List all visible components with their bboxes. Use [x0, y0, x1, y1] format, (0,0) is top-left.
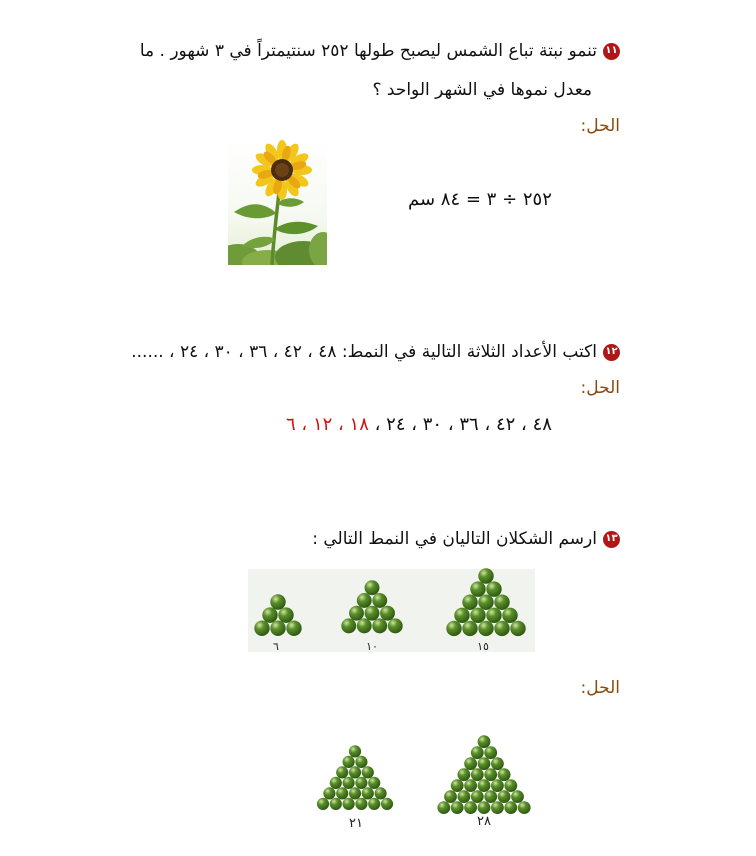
pyramid-ball	[270, 594, 285, 609]
pyramid-ball	[491, 779, 504, 792]
pyramid-6	[248, 594, 308, 636]
q13-line1	[312, 527, 620, 551]
pyramid-ball	[362, 766, 374, 778]
pyramid-ball	[471, 790, 484, 803]
q11-equation: ٢٥٢ ÷ ٣ = ٨٤ سم	[408, 189, 552, 210]
pyramid-ball	[368, 777, 380, 789]
pyramid-ball	[484, 768, 497, 781]
pyramid-ball	[494, 621, 509, 636]
question-number-badge: ١٣	[603, 531, 620, 548]
pyramid-ball	[349, 766, 361, 778]
pyramid-ball	[511, 790, 524, 803]
pyramid-ball	[330, 777, 342, 789]
q11-line2: معدل نموها في الشهر الواحد ؟	[372, 80, 592, 100]
pyramid-ball	[486, 581, 501, 596]
pyramid-ball	[486, 608, 501, 623]
pyramid-label-28: ٢٨	[477, 814, 491, 829]
pyramid-ball	[437, 801, 450, 814]
pyramid-ball	[484, 746, 497, 759]
pyramid-ball	[478, 801, 491, 814]
pyramid-10	[332, 580, 412, 636]
pyramid-ball	[491, 757, 504, 770]
sequence-given: ٤٨ ، ٤٢ ، ٣٦ ، ٣٠ ، ٢٤ ،	[368, 414, 552, 435]
pyramid-ball	[330, 798, 342, 810]
pyramid-ball	[462, 621, 477, 636]
pyramid-ball	[464, 757, 477, 770]
pyramid-ball	[336, 787, 348, 799]
pyramid-ball	[349, 745, 361, 757]
pyramid-ball	[471, 768, 484, 781]
pyramid-ball	[254, 621, 269, 636]
pyramid-ball	[454, 608, 469, 623]
question-number-badge: ١٢	[603, 344, 620, 361]
q11-solution-label: الحل:	[580, 116, 620, 136]
pyramid-label-15: ١٥	[477, 640, 489, 653]
pyramid-ball	[278, 607, 293, 622]
pyramid-ball	[518, 801, 531, 814]
pyramid-ball	[336, 766, 348, 778]
q11-line1	[140, 39, 620, 63]
pyramid-ball	[286, 621, 301, 636]
sequence-answer: ١٨ ، ١٢ ، ٦	[286, 414, 369, 435]
pyramid-ball	[372, 618, 387, 633]
pyramid-ball	[498, 790, 511, 803]
pyramid-ball	[343, 798, 355, 810]
pyramid-ball	[470, 581, 485, 596]
q11-text: تنمو نبتة تباع الشمس ليصبح طولها ٢٥٢ سنتيمتراً في ٣ شهور . ما	[139, 41, 597, 61]
pyramid-ball	[484, 790, 497, 803]
pyramid-ball	[478, 568, 493, 583]
pyramid-ball	[357, 618, 372, 633]
pyramid-ball	[464, 801, 477, 814]
pyramid-ball	[451, 779, 464, 792]
pyramid-ball	[349, 606, 364, 621]
pyramid-ball	[362, 787, 374, 799]
pyramid-ball	[504, 801, 517, 814]
pyramid-ball	[355, 756, 367, 768]
pyramid-21	[310, 745, 400, 811]
pyramid-ball	[458, 768, 471, 781]
pyramid-ball	[498, 768, 511, 781]
q12-line1	[131, 340, 620, 364]
pyramid-ball	[504, 779, 517, 792]
pyramid-ball	[464, 779, 477, 792]
pyramid-ball	[510, 621, 525, 636]
pyramid-ball	[355, 777, 367, 789]
pyramid-ball	[372, 593, 387, 608]
pyramid-ball	[343, 756, 355, 768]
pyramid-ball	[444, 790, 457, 803]
pyramid-ball	[365, 580, 380, 595]
pyramid-ball	[323, 787, 335, 799]
pyramid-ball	[470, 608, 485, 623]
pyramid-ball	[317, 798, 329, 810]
pyramid-ball	[451, 801, 464, 814]
pyramid-ball	[478, 779, 491, 792]
q13-text: ارسم الشكلان التاليان في النمط التالي :	[312, 529, 597, 549]
pyramid-ball	[365, 606, 380, 621]
pyramid-15	[436, 568, 536, 638]
pyramid-label-6: ٦	[273, 640, 279, 653]
pyramid-ball	[357, 593, 372, 608]
q12-solution-label: الحل:	[580, 378, 620, 398]
pyramid-ball	[381, 798, 393, 810]
q12-sequence	[286, 414, 552, 435]
pyramid-ball	[380, 606, 395, 621]
sunflower-image	[228, 140, 327, 265]
pyramid-ball	[494, 595, 509, 610]
pyramid-ball	[341, 618, 356, 633]
pyramid-ball	[388, 618, 403, 633]
pyramid-ball	[478, 621, 493, 636]
pyramid-ball	[478, 735, 491, 748]
pyramid-ball	[478, 757, 491, 770]
pyramid-ball	[502, 608, 517, 623]
pyramid-ball	[262, 607, 277, 622]
pyramid-28	[430, 735, 538, 812]
question-number-badge: ١١	[603, 43, 620, 60]
pyramid-ball	[368, 798, 380, 810]
pyramid-label-10: ١٠	[366, 640, 378, 653]
pyramid-label-21: ٢١	[349, 816, 363, 831]
q12-text: اكتب الأعداد الثلاثة التالية في النمط: ٤٨ ، ٤٢ ، ٣٦ ، ٣٠ ، ٢٤ ، ......	[131, 342, 597, 362]
pyramid-ball	[491, 801, 504, 814]
q13-solution-label: الحل:	[580, 678, 620, 698]
pyramid-ball	[471, 746, 484, 759]
pyramid-ball	[349, 787, 361, 799]
pyramid-ball	[462, 595, 477, 610]
pyramid-ball	[270, 621, 285, 636]
pyramid-ball	[446, 621, 461, 636]
pyramid-ball	[478, 595, 493, 610]
pyramid-ball	[343, 777, 355, 789]
pyramid-ball	[355, 798, 367, 810]
pyramid-ball	[375, 787, 387, 799]
pyramid-ball	[458, 790, 471, 803]
